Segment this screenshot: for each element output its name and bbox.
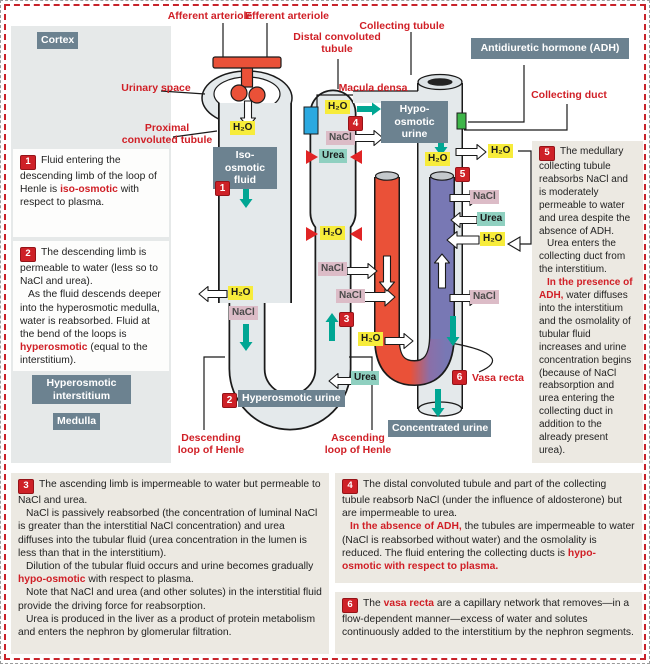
urea-chip-distal-blocked: Urea xyxy=(319,149,347,163)
adh-box: Antidiuretic hormone (ADH) xyxy=(471,38,629,59)
note-3: 3 The ascending limb is impermeable to water but permeable to NaCl and urea. NaCl is passively reabsorbed (the concentration of luminal NaCl is greater than the interstitial NaCl concentration) and urea diffuses into the tubular fluid (urea concentration in the lumen is less than that in the interstitium). Dilution of the tubular fluid occurs and urine becomes gradually hypo-osmotic with respect to plasma. Note that NaCl and urea (and other solutes) in the interstitial fluid provide the driving force for reabsorption. Urea is produced in the liver as a product of protein metabolism and enters the nephron by glomerular filtration. xyxy=(11,473,329,654)
nacl-chip-ascending: NaCl xyxy=(318,262,347,276)
proximal-label-line2: convoluted tubule xyxy=(121,134,213,146)
descending-loop-label xyxy=(178,432,245,456)
ascending-label-line1: Ascending xyxy=(331,432,385,444)
afferent-arteriole-label: Afferent arteriole xyxy=(167,10,253,22)
note-number-badge: 4 xyxy=(342,479,358,494)
note-number-badge: 5 xyxy=(539,146,555,161)
note-2: 2 The descending limb is permeable to water (less so to NaCl and urea). As the fluid descends deeper into the hyperosmotic medulla, water is reabsorbed. Fluid at the bend of the loops is hyperosmotic (equal to the interstitium). xyxy=(13,241,169,371)
medulla-label: Medulla xyxy=(53,413,100,430)
macula-densa-label: Macula densa xyxy=(338,82,408,94)
step-badge-5: 5 xyxy=(455,167,470,182)
adh-callout-line xyxy=(468,65,524,122)
cortex-label: Cortex xyxy=(37,32,78,49)
hyperosmotic-interstitium-label: Hyperosmotic interstitium xyxy=(32,375,131,404)
note-5: 5 The medullary collecting tubule reabsorbs NaCl and is moderately permeable to water and urea despite the absence of ADH. Urea enters the collecting duct from the interstitium. In the presence of ADH, water diffuses into the interstitium and the osmolality of tubular fluid increases and urine concentration begins (because of NaCl reabsorption and urea entering the collecting duct in addition to the already present urea). xyxy=(532,141,643,463)
urea-chip-loop-bottom: Urea xyxy=(351,371,379,385)
distal-label-line1: Distal convoluted xyxy=(293,31,381,43)
h2o-chip-into-collecting: H₂O xyxy=(325,100,350,114)
proximal-label-line1: Proximal xyxy=(144,122,190,134)
note-1: 1 Fluid entering the descending limb of the loop of Henle is iso-osmotic with respect to plasma. xyxy=(13,149,169,237)
note-number-badge: 1 xyxy=(20,155,36,170)
h2o-chip-duct-top: H₂O xyxy=(425,152,450,166)
note-number-badge: 3 xyxy=(18,479,34,494)
concentrated-urine-box: Concentrated urine xyxy=(388,420,491,437)
step-badge-1: 1 xyxy=(215,181,230,196)
urea-chip-duct: Urea xyxy=(477,212,505,226)
collecting-tubule-label: Collecting tubule xyxy=(359,20,445,32)
step-badge-6: 6 xyxy=(452,370,467,385)
adh-receptor-marker xyxy=(457,113,466,129)
collecting-duct-callout-line xyxy=(464,104,567,130)
descending-label-line2: loop of Henle xyxy=(177,444,245,456)
ascending-loop-label xyxy=(325,432,392,456)
h2o-chip-duct-mid: H₂O xyxy=(480,232,505,246)
macula-densa-marker xyxy=(304,107,318,134)
iso-osmotic-fluid-box: Iso-osmotic fluid xyxy=(213,147,277,189)
hypo-osmotic-urine-box: Hypo-osmotic urine xyxy=(381,101,448,143)
efferent-arteriole-label: Efferent arteriole xyxy=(244,10,330,22)
descending-label-line1: Descending xyxy=(181,432,241,444)
h2o-chip-proximal: H₂O xyxy=(230,121,255,135)
distal-label-line2: tubule xyxy=(321,43,353,55)
flow-into-collecting-arrow xyxy=(357,103,381,116)
glomerulus-capillary xyxy=(231,85,247,101)
h2o-chip-ascending-blocked: H₂O xyxy=(320,226,345,240)
ascending-label-line2: loop of Henle xyxy=(324,444,392,456)
note-number-badge: 2 xyxy=(20,247,36,262)
ascending-loop-callout-line xyxy=(349,357,372,430)
water-recycle-bracket xyxy=(518,151,531,244)
nacl-out-distal-arrow xyxy=(353,131,383,146)
h2o-chip-into-vasa: H₂O xyxy=(358,332,383,346)
hyperosmotic-urine-box: Hyperosmotic urine xyxy=(238,390,345,407)
nacl-chip-ascending-2: NaCl xyxy=(336,289,365,303)
proximal-convoluted-tubule-label xyxy=(122,122,212,146)
vasa-recta-label: Vasa recta xyxy=(472,372,524,384)
collecting-duct-label: Collecting duct xyxy=(531,89,607,101)
nacl-chip-distal: NaCl xyxy=(326,131,355,145)
step-badge-2: 2 xyxy=(222,393,237,408)
distal-convoluted-tubule-label xyxy=(293,31,381,55)
h2o-chip-descending-out: H₂O xyxy=(228,286,253,300)
h2o-chip-duct-right: H₂O xyxy=(488,144,513,158)
nacl-chip-duct: NaCl xyxy=(470,190,499,204)
note-6: 6 The vasa recta are a capillary network that removes—in a flow-dependent manner—excess of water and solutes continuously added to the interstitium by the nephron segments. xyxy=(335,592,642,654)
note-number-badge: 6 xyxy=(342,598,358,613)
step-badge-3: 3 xyxy=(339,312,354,327)
nacl-chip-descending: NaCl xyxy=(229,306,258,320)
water-recycle-bracket-arrowhead xyxy=(508,237,520,251)
urinary-space-label: Urinary space xyxy=(121,82,191,94)
nacl-chip-duct-lower: NaCl xyxy=(470,290,499,304)
note-4: 4 The distal convoluted tubule and part of the collecting tubule reabsorb NaCl (under the influence of aldosterone) but are impermeable to urea. In the absence of ADH, the tubules are impermeable to water (NaCl is reabsorbed without water) and the osmolality is reduced. The fluid entering the collecting ducts is hypo-osmotic with respect to plasma. xyxy=(335,473,642,583)
h2o-blocked-right-marker xyxy=(350,227,362,241)
step-badge-4: 4 xyxy=(348,116,363,131)
